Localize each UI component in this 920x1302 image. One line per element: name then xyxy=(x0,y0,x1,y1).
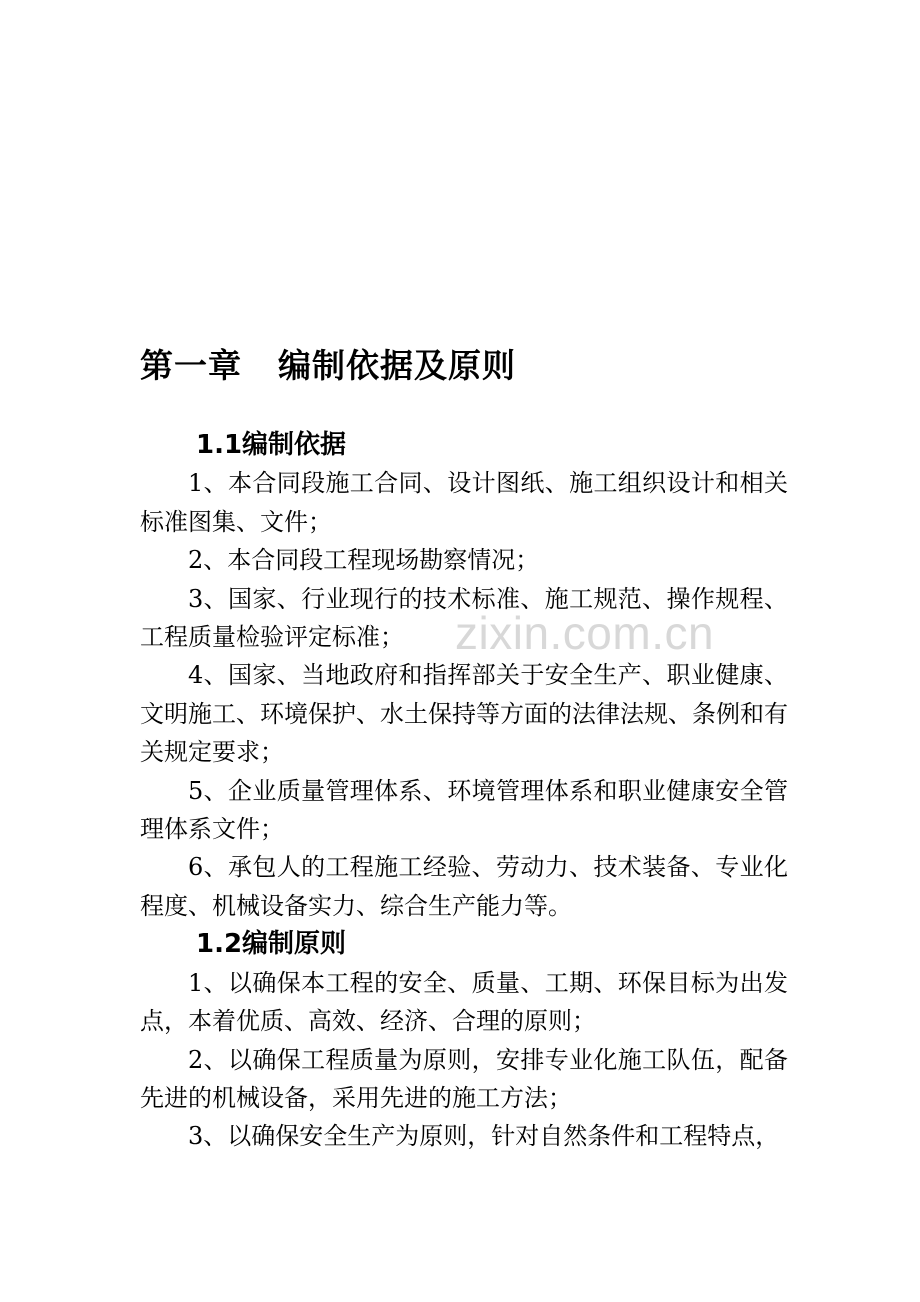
list-item: 3、国家、行业现行的技术标准、施工规范、操作规程、工程质量检验评定标准； xyxy=(140,584,788,652)
list-item: 1、本合同段施工合同、设计图纸、施工组织设计和相关标准图集、文件； xyxy=(140,469,788,536)
list-item: 5、企业质量管理体系、环境管理体系和职业健康安全管理体系文件； xyxy=(140,776,788,844)
list-item: 2、本合同段工程现场勘察情况； xyxy=(188,546,540,575)
list-item: 6、承包人的工程施工经验、劳动力、技术装备、专业化程度、机械设备实力、综合生产能力等。 xyxy=(140,853,788,920)
list-item: 4、国家、当地政府和指挥部关于安全生产、职业健康、文明施工、环境保护、水土保持等方面的法律法规、条例和有关规定要求； xyxy=(140,661,788,767)
list-item: 1、以确保本工程的安全、质量、工期、环保目标为出发点，本着优质、高效、经济、合理的原则； xyxy=(140,968,788,1036)
list-item: 3、以确保安全生产为原则，针对自然条件和工程特点， xyxy=(188,1122,780,1151)
chapter-number: 第一章 xyxy=(140,346,242,385)
list-item: 2、以确保工程质量为原则，安排专业化施工队伍，配备先进的机械设备，采用先进的施工方法； xyxy=(140,1045,788,1112)
document-body xyxy=(140,426,788,1156)
section-heading: 1.1编制依据 xyxy=(196,430,347,460)
watermark: zixin.com.cn xyxy=(455,607,715,659)
chapter-title-text: 编制依据及原则 xyxy=(278,346,516,385)
chapter-title xyxy=(140,340,516,387)
section-heading: 1.2编制原则 xyxy=(196,929,347,960)
